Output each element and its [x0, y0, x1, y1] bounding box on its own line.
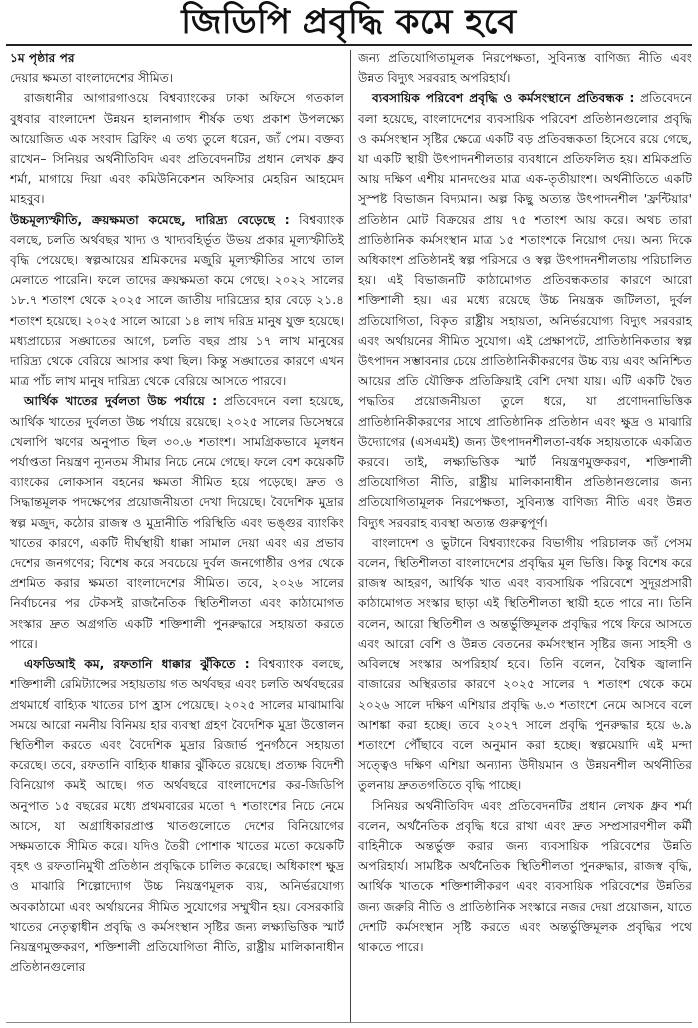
continued-paragraph: [10, 48, 344, 88]
business-heading: ব্যবসায়িক পরিবেশ প্রবৃদ্ধি ও কর্মসংস্থানে প্রতিবন্ধক :: [372, 91, 635, 106]
pesme-paragraph: বাংলাদেশ ও ভুটানে বিশ্বব্যাংকের বিভাগীয় পরিচালক জ্যঁ পেসম বলেন, স্থিতিশীলতা বাংলাদেশের প্রবৃদ্ধির মূল ভিত্তি। কিন্তু বিশেষ করে রাজস্ব আহরণ, আর্থিক খাত এবং ব্যবসায়িক পরিবেশে সুদূরপ্রসারী কাঠামোগত সংস্কার ছাড়া এই স্থিতিশীলতা স্থায়ী হতে পারে না। তিনি বলেন, আরো স্থিতিশীল ও অন্তর্ভুক্তিমূলক প্রবৃদ্ধির পথে ফিরে আসতে এবং আরো বেশি ও উন্নত বেতনের কর্মসংস্থান সৃষ্টির জন্য সাহসী ও অবিলম্বে সংস্কার অপরিহার্য হবে। তিনি বলেন, বৈশ্বিক জ্বালানি বাজারের অস্থিরতার কারণে ২০২৫ সালের ৭ শতাংশ থেকে কমে ২০২৬ সালে দক্ষিণ এশিয়ার প্রবৃদ্ধি ৬.৩ শতাংশে নেমে আসবে বলে আশঙ্কা করা হচ্ছে। তবে ২০২৭ সালে প্রবৃদ্ধি পুনরুদ্ধার হয়ে ৬.৯ শতাংশে পৌঁছাবে বলে অনুমান করা হচ্ছে। স্বল্পমেয়াদি এই মন্দা সত্ত্বেও দক্ষিণ এশিয়া অন্যান্য উদীয়মান ও উন্নয়নশীল অর্থনীতির তুলনায় দ্রুততগতিতে বৃদ্ধি পাচ্ছে।: [358, 535, 692, 793]
headline-rule: [6, 44, 692, 46]
right-column: [358, 48, 692, 1020]
fdi-paragraph: [10, 654, 344, 977]
continued-label: ১ম পৃষ্ঠার পর: [10, 51, 75, 65]
finance-paragraph: [10, 391, 344, 654]
inflation-heading: উচ্চমূল্যস্ফীতি, ক্রয়ক্ষমতা কমেছে, দারিদ্র্য বেড়েছে :: [10, 212, 290, 227]
business-paragraph: [358, 88, 692, 532]
continuation-paragraph: জন্য প্রতিযোগিতামূলক নিরপেক্ষতা, সুবিন্যস্ত বাণিজ্য নীতি এবং উন্নত বিদ্যুৎ সরবরাহ অপরিহার্য।: [358, 51, 692, 86]
business-body: প্রতিবেদনে বলা হয়েছে, বাংলাদেশের ব্যবসায়িক পরিবেশ প্রতিষ্ঠানগুলোর প্রবৃদ্ধি ও কর্মসংস্থান সৃষ্টির ক্ষেত্রে একটি বড় প্রতিবন্ধকতা হিসেবে রয়ে গেছে, যা একটি স্থায়ী উৎপাদনশীলতার ব্যবধানে প্রতিফলিত হয়। শ্রমিকপ্রতি আয় দক্ষিণ এশীয় মানদণ্ডের মাত্র এক-তৃতীয়াংশ। অর্থনীতিতে একটি সুস্পষ্ট বিভাজন বিদ্যমান। অল্প কিছু অত্যন্ত উৎপাদনশীল 'ফ্রন্টিয়ার' প্রতিষ্ঠান মোট বিক্রয়ের প্রায় ৭৫ শতাংশ আয় করে। অথচ তারা প্রাতিষ্ঠানিক কর্মসংস্থান মাত্র ১৫ শতাংশকে নিয়োগ দেয়। অন্য দিকে অধিকাংশ প্রতিষ্ঠানই স্বল্প পরিসরে ও স্বল্প উৎপাদনশীলতায় পরিচালিত হয়। এই বিভাজনটি কাঠামোগত প্রতিবন্ধকতার কারণে আরো শক্তিশালী হয়। এর মধ্যে রয়েছে উচ্চ নিয়ন্ত্রক জটিলতা, দুর্বল প্রতিযোগিতা, বিকৃত রাষ্ট্রীয় সহায়তা, অনির্ভরযোগ্য বিদ্যুৎ সরবরাহ এবং অর্থায়নের সীমিত সুযোগ। এই প্রেক্ষাপটে, প্রাতিষ্ঠানিকতার স্বল্প উৎপাদন সম্ভাবনার চেয়ে প্রাতিষ্ঠানিকীকরণের উচ্চ ব্যয় এবং অনিশ্চিত আয়ের প্রতি যৌক্তিক প্রতিক্রিয়াই বেশি দেখা যায়। এটি একটি দ্বৈত পদ্ধতির প্রয়োজনীয়তা তুলে ধরে, যা প্রণোদনাভিত্তিক প্রাতিষ্ঠানিকীকরণের সাথে প্রাতিষ্ঠানিক প্রতিষ্ঠান এবং ক্ষুদ্র ও মাঝারি উদ্যোগের (এসএমই) জন্য উৎপাদনশীলতা-বর্ধক সহায়তাকে একত্রিত করবে। তাই, লক্ষ্যভিত্তিক স্মার্ট নিয়ন্ত্রণমুক্তকরণ, শক্তিশালী প্রতিযোগিতা নীতি, রাষ্ট্রীয় মালিকানাধীন প্রতিষ্ঠানগুলোর জন্য প্রতিযোগিতামূলক নিরপেক্ষতা, সুবিন্যস্ত বাণিজ্য নীতি এবং উন্নত বিদ্যুৎ সরবরাহ ব্যবস্থা অত্যন্ত গুরুত্বপূর্ণ।: [358, 91, 692, 530]
inflation-body: বিশ্বব্যাংক বলছে, চলতি অর্থবছর খাদ্য ও খাদ্যবহির্ভূত উভয় প্রকার মূল্যস্ফীতিই বৃদ্ধি পেয়েছে। স্বল্পআয়ের শ্রমিকদের মজুরি মূল্যস্ফীতির সাথে তাল মেলাতে পারেনি। ফলে তাদের ক্রয়ক্ষমতা কমে গেছে। ২০২২ সালের ১৮.৭ শতাংশ থেকে ২০২৫ সালে জাতীয় দারিদ্র্যের হার বেড়ে ২১.৪ শতাংশ হয়েছে। ২০২৫ সালে আরো ১৪ লাখ দরিদ্র মানুষ যুক্ত হয়েছে। মধ্যপ্রাচ্যের সঙ্ঘাতের আগে, চলতি বছর প্রায় ১৭ লাখ মানুষের দারিদ্র্য থেকে বেরিয়ে আসার কথা ছিল। কিন্তু সঙ্ঘাতের কারণে এখন মাত্র পাঁচ লাখ মানুষ দারিদ্র্য থেকে বেরিয়ে আসতে পারবে।: [10, 212, 344, 389]
fdi-heading: এফডিআই কম, রফতানি ধাক্কার ঝুঁকিতে :: [24, 657, 250, 672]
finance-body: প্রতিবেদনে বলা হয়েছে, আর্থিক খাতের দুর্বলতা উচ্চ পর্যায়ে রয়েছে। ২০২৫ সালের ডিসেম্বরে খেলাপি ঋণের অনুপাত ছিল ৩০.৬ শতাংশ। সামগ্রিকভাবে মূলধন পর্যাপ্ততা নিয়ন্ত্রণ ন্যূনতম সীমার নিচে নেমে গেছে। ফলে বেশ কয়েকটি ব্যাংকের লোকসান বহনের ক্ষমতা সীমিত হয়ে পড়েছে। দ্রুত ও সিদ্ধান্তমূলক পদক্ষেপের প্রয়োজনীয়তা দেখা দিয়েছে। বৈদেশিক মুদ্রার স্বল্প মজুদ, কঠোর রাজস্ব ও মুদ্রানীতি পরিস্থিতি এবং ভঙ্গুর ব্যাংকিং খাতের কারণে, একটি দীর্ঘস্থায়ী ধাক্কা সামাল দেয়া এবং এর প্রভাব দেশের জনগণের; বিশেষ করে সবচেয়ে দুর্বল জনগোষ্ঠীর ওপর থেকে প্রশমিত করার ক্ষমতা বাংলাদেশের সীমিত। তবে, ২০২৬ সালের নির্বাচনের পর টেকসই রাজনৈতিক স্থিতিশীলতা এবং কাঠামোগত সংস্কার দ্রুত অগ্রগতি একটি শক্তিশালী পুনরুদ্ধারে সহায়তা করতে পারে।: [10, 394, 344, 651]
fdi-body: বিশ্বব্যাংক বলছে, শক্তিশালী রেমিট্যান্সের সহায়তায় গত অর্থবছর এবং চলতি অর্থবছরের প্রথমার্ধে বাহ্যিক খাতের চাপ হ্রাস পেয়েছে। ২০২৫ সালের মাঝামাঝি সময়ে আরো নমনীয় বিনিময় হার ব্যবস্থা গ্রহণ বৈদেশিক মুদ্রা উত্তোলন স্থিতিশীল করতে এবং বৈদেশিক মুদ্রার রিজার্ভ পুনর্গঠনে সহায়তা করেছে। তবে, রফতানি বাহ্যিক ধাক্কার ঝুঁকিতে রয়েছে। প্রত্যক্ষ বিদেশী বিনিয়োগ কমই আছে। গত অর্থবছরে বাংলাদেশের কর-জিডিপি অনুপাত ১৫ বছরের মধ্যে প্রথমবারের মতো ৭ শতাংশের নিচে নেমে আসে, যা অগ্রাধিকারপ্রাপ্ত খাতগুলোতে দেশের বিনিয়োগের সক্ষমতাকে সীমিত করে। যদিও তৈরী পোশাক খাতের মতো কয়েকটি বৃহৎ ও রফতানিমুখী প্রতিষ্ঠান প্রবৃদ্ধিকে চালিত করেছে। অধিকাংশ ক্ষুদ্র ও মাঝারি শিল্পোদ্যোগ উচ্চ নিয়ন্ত্রণমূলক ব্যয়, অনির্ভরযোগ্য অবকাঠামো এবং অর্থায়নের সীমিত সুযোগের সম্মুখীন হয়। বেসরকারি খাতের নেতৃত্বাধীন প্রবৃদ্ধি ও কর্মসংস্থান সৃষ্টির জন্য লক্ষ্যভিত্তিক স্মার্ট নিয়ন্ত্রণমুক্তকরণ, শক্তিশালী প্রতিযোগিতা নীতি, রাষ্ট্রীয় মালিকানাধীন প্রতিষ্ঠানগুলোর: [10, 657, 344, 975]
briefing-paragraph: রাজধানীর আগারগাওয়ে বিশ্বব্যাংকের ঢাকা অফিসে গতকাল বুধবার বাংলাদেশ উন্নয়ন হালনাগাদ শীর্ষক তথ্য প্রকাশ উপলক্ষ্যে আয়োজিত এক সংবাদ ব্রিফিং এ তথ্য তুলে ধরেন, জ্যঁ পেম। বক্তব্য রাখেন– সিনিয়র অর্থনীতিবিদ এবং প্রতিবেদনটির প্রধান লেখক ধ্রুব শর্মা, মাগায়ে দিয়া এবং কমিউনিকেশন অফিসার মেহরিন আহমেদ মাহবুব।: [10, 91, 344, 207]
left-column: [10, 48, 344, 1020]
inflation-paragraph: [10, 210, 344, 392]
sharma-paragraph: সিনিয়র অর্থনীতিবিদ এবং প্রতিবেদনটির প্রধান লেখক ধ্রুব শর্মা বলেন, অর্থনৈতিক প্রবৃদ্ধি ধরে রাখা এবং দ্রুত সম্প্রসারণশীল কর্মী বাহিনীকে অন্তর্ভুক্ত করার জন্য ব্যবসায়িক পরিবেশের উন্নতি অপরিহার্য। সামষ্টিক অর্থনৈতিক স্থিতিশীলতা পুনরুদ্ধার, রাজস্ব বৃদ্ধি, আর্থিক খাতকে শক্তিশালীকরণ এবং ব্যবসায়িক পরিবেশের উন্নতির জন্য জরুরি নীতি ও প্রাতিষ্ঠানিক সংস্কারে নজর দেয়া প্রয়োজন, যাতে দেশটি কর্মসংস্থান সৃষ্টি করতে এবং অন্তর্ভুক্তিমূলক প্রবৃদ্ধির পথে থাকতে পারে।: [358, 798, 692, 954]
footer-rule: [6, 1022, 692, 1023]
finance-heading: আর্থিক খাতের দুর্বলতা উচ্চ পর্যায়ে :: [24, 394, 218, 409]
headline: জিডিপি প্রবৃদ্ধি কমে হবে: [181, 2, 517, 42]
column-divider: [350, 50, 351, 1022]
continued-text: দেয়ার ক্ষমতা বাংলাদেশের সীমিত।: [10, 71, 174, 86]
